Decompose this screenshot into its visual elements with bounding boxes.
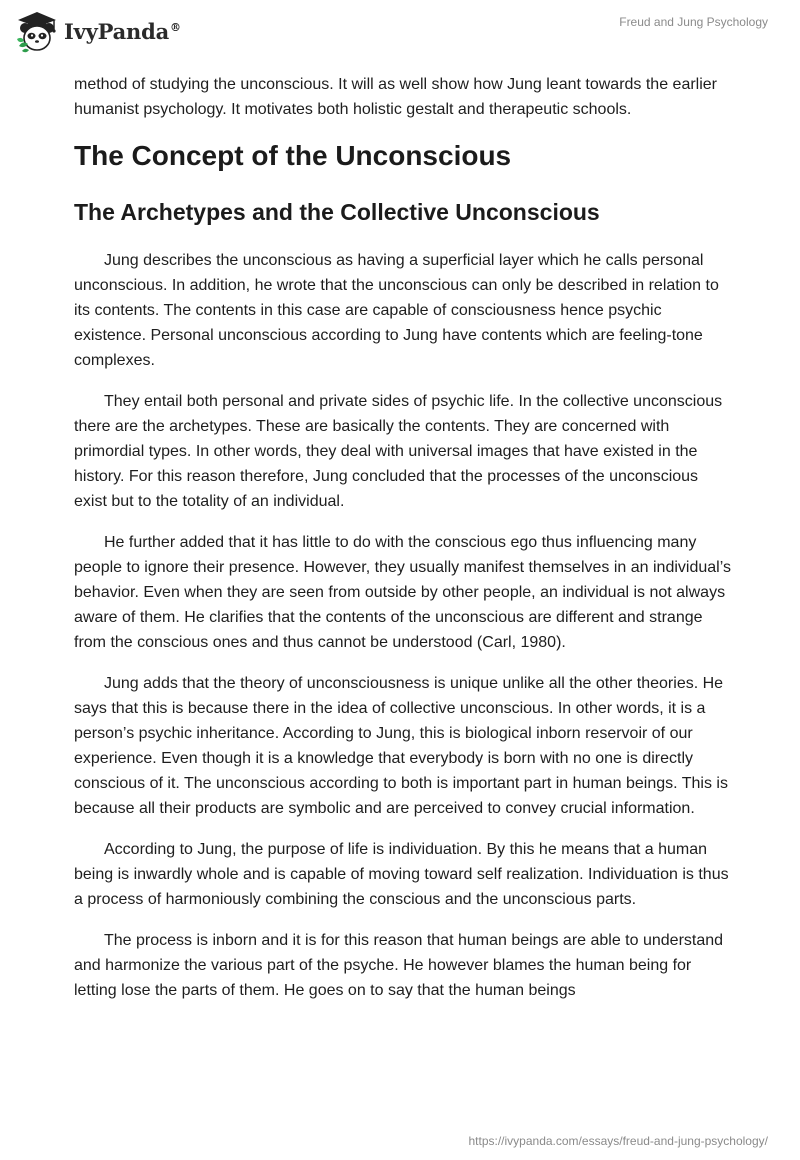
paragraph: According to Jung, the purpose of life is individuation. By this he means that a human being is inwardly whole and is capable of moving toward self realization. Individuation is thus a process of harmoniously combining the conscious and the unconscious parts.: [74, 841, 729, 908]
page-header: [0, 0, 800, 62]
section-heading: The Concept of the Unconscious: [74, 140, 512, 171]
document-title: Freud and Jung Psychology: [619, 15, 768, 29]
source-url[interactable]: https://ivypanda.com/essays/freud-and-jung-psychology/: [468, 1134, 768, 1148]
brand-name: IvyPanda®: [64, 18, 181, 44]
panda-graduate-icon: [14, 8, 60, 54]
subsection-heading: The Archetypes and the Collective Unconscious: [74, 199, 600, 225]
paragraph: The process is inborn and it is for this reason that human beings are able to understand and harmonize the various part of the psyche. He however blames the human being for letting lose the parts of them. He goes on to say that the human beings: [74, 932, 724, 999]
article-body: [74, 72, 734, 1019]
paragraph: Jung adds that the theory of unconsciousness is unique unlike all the other theories. He says that this is because there in the idea of collective unconscious. In other words, it is a person’s psychic inheritance. According to Jung, this is biological inborn reservoir of our experience. Even though it is a knowledge that everybody is born with no one is directly conscious of it. The unconscious according to both is important part in human beings. This is because all their products are symbolic and are perceived to convey crucial information.: [74, 675, 728, 817]
ivypanda-logo[interactable]: [14, 8, 181, 54]
paragraph: He further added that it has little to do with the conscious ego thus influencing many people to ignore their presence. However, they usually manifest themselves in an individual’s behavior. Even when they are seen from outside by other people, an individual is not always aware of them. He clarifies that the contents of the unconscious are different and strange from the conscious ones and thus cannot be understood (Carl, 1980).: [74, 534, 731, 651]
paragraph: Jung describes the unconscious as having a superficial layer which he calls personal unconscious. In addition, he wrote that the unconscious can only be described in relation to its contents. The contents in this case are capable of consciousness hence psychic existence. Personal unconscious according to Jung have contents which are feeling-tone complexes.: [74, 252, 719, 369]
paragraph: They entail both personal and private sides of psychic life. In the collective unconscious there are the archetypes. These are basically the contents. They are concerned with primordial types. In other words, they deal with universal images that have existed in the history. For this reason therefore, Jung concluded that the processes of the unconscious exist but to the totality of an individual.: [74, 393, 723, 510]
lead-paragraph: method of studying the unconscious. It will as well show how Jung leant towards the earlier humanist psychology. It motivates both holistic gestalt and therapeutic schools.: [74, 76, 718, 118]
